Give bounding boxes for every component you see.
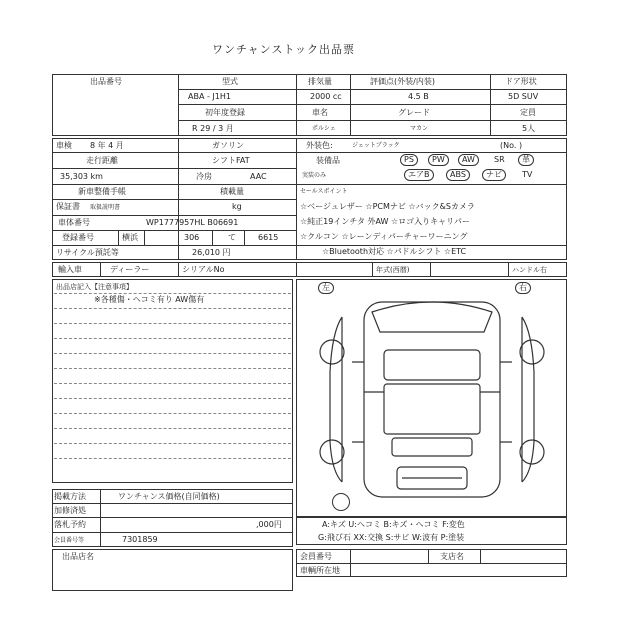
branch-label: 支店名: [440, 552, 464, 561]
seats-value: 5人: [522, 124, 536, 133]
shaken-label: 車検: [56, 141, 72, 150]
sales-point-4: ☆Bluetooth対応 ☆パドルシフト ☆ETC: [322, 247, 467, 256]
import-type: ディーラー: [110, 265, 150, 274]
car-diagram: [302, 292, 562, 502]
equip-leather: 革: [518, 154, 534, 166]
member-no-label: 会員番号: [300, 552, 332, 561]
first-reg-label: 初年度登録: [205, 108, 245, 117]
member-label: 会員番号等: [54, 537, 85, 544]
shop-label: 出品店名: [62, 552, 94, 561]
warranty-value: 保証書: [56, 202, 80, 211]
reg-label: 登録番号: [62, 233, 94, 242]
equip-tv: TV: [522, 170, 533, 179]
ac-label: 冷房: [196, 172, 212, 181]
sales-point-3: ☆クルコン ☆レーンディパーチャーワーニング: [300, 232, 468, 241]
make-value: ポルシェ: [312, 125, 336, 132]
vin-value: WP1777957HL B06691: [146, 218, 239, 227]
page-title: ワンチャンストック出品票: [212, 43, 356, 56]
recycle-value: 26,010 円: [192, 248, 231, 257]
legend-line-2: G:飛び石 XX:交換 S:サビ W:波有 P:塗装: [318, 533, 465, 542]
equip-bottom-label: 実装のみ: [302, 172, 327, 179]
grade-score-label: 評価点(外装/内装): [370, 77, 435, 86]
reg-number: 6615: [258, 233, 279, 242]
doors-label: ドア形状: [505, 77, 537, 86]
color-value: ジェットブラック: [352, 142, 400, 149]
grade-value: マカン: [410, 125, 429, 132]
serial-label: シリアルNo: [182, 265, 225, 274]
sales-point-2: ☆純正19インチタ 外AW ☆ロゴ入りキャリパー: [300, 217, 470, 226]
mileage-label: 走行距離: [86, 156, 118, 165]
equip-pw: PW: [428, 154, 449, 166]
sales-point-label: セールスポイント: [300, 188, 348, 195]
legend-line-1: A:キズ U:ヘコミ B:キズ・ヘコミ F:変色: [322, 520, 465, 529]
model-value: ABA - J1H1: [188, 92, 231, 101]
color-no: (No. ): [500, 141, 523, 150]
price-label: 落札予約: [54, 520, 86, 529]
spare-tire-icon: [332, 493, 350, 511]
model-label: 型式: [222, 77, 238, 86]
first-reg-value: R 29 / 3 月: [192, 124, 234, 133]
remarks-label: 出品店記入【注意事項】: [56, 283, 133, 291]
recycle-label: リサイクル預託等: [56, 248, 119, 257]
handle-label: ハンドル右: [512, 266, 547, 274]
displacement-value: 2000 cc: [310, 92, 342, 101]
equip-ps: PS: [400, 154, 418, 166]
remarks-area: [52, 279, 293, 483]
method-value: ワンチャンス価格(自同価格): [118, 492, 220, 501]
remarks-text: ※各種傷・ヘコミ有り AW傷有: [94, 295, 205, 304]
vin-label: 車体番号: [58, 218, 90, 227]
lot-no-label: 出品番号: [90, 77, 122, 86]
method-label: 掲載方法: [54, 492, 86, 501]
location-label: 車輌所在地: [300, 566, 340, 575]
shift-value: シフトFAT: [212, 156, 250, 165]
fuel-value: ガソリン: [212, 141, 244, 150]
price-value: ,000円: [256, 520, 282, 529]
sales-point-1: ☆ベージュレザー ☆PCMナビ ☆バック&Sカメラ: [300, 202, 475, 211]
equip-label: 装備品: [316, 156, 340, 165]
reg-area: 横浜: [122, 233, 138, 242]
grade-label: グレード: [398, 108, 430, 117]
grade-score-value: 4.5 B: [408, 92, 429, 101]
seats-label: 定員: [520, 108, 536, 117]
color-label: 外装色:: [306, 141, 333, 150]
diagram-left-label: 左: [318, 282, 334, 294]
reg-class: 306: [184, 233, 200, 242]
equip-sr: SR: [494, 155, 505, 164]
member-value: 7301859: [122, 535, 158, 544]
equip-navi: ナビ: [482, 169, 506, 181]
equip-airbag: エアB: [404, 169, 434, 181]
diagram-right-label: 右: [515, 282, 531, 294]
doors-value: 5D SUV: [508, 92, 539, 101]
shaken-value: 8 年 4 月: [90, 141, 124, 150]
displacement-label: 排気量: [308, 77, 332, 86]
mileage-value: 35,303 km: [60, 172, 103, 181]
ac-value: AAC: [250, 172, 267, 181]
import-label: 輸入車: [58, 265, 82, 274]
make-label: 車名: [312, 108, 328, 117]
load-unit: kg: [232, 202, 242, 211]
equip-abs: ABS: [446, 169, 470, 181]
warranty-note: 取扱説明書: [90, 204, 121, 211]
added-label: 加修済処: [54, 506, 86, 515]
year-label: 年式(西暦): [376, 266, 410, 274]
equip-aw: AW: [458, 154, 479, 166]
warranty-label: 新車整備手帳: [78, 187, 126, 196]
reg-kana: て: [228, 233, 236, 242]
load-label: 積載量: [220, 187, 244, 196]
